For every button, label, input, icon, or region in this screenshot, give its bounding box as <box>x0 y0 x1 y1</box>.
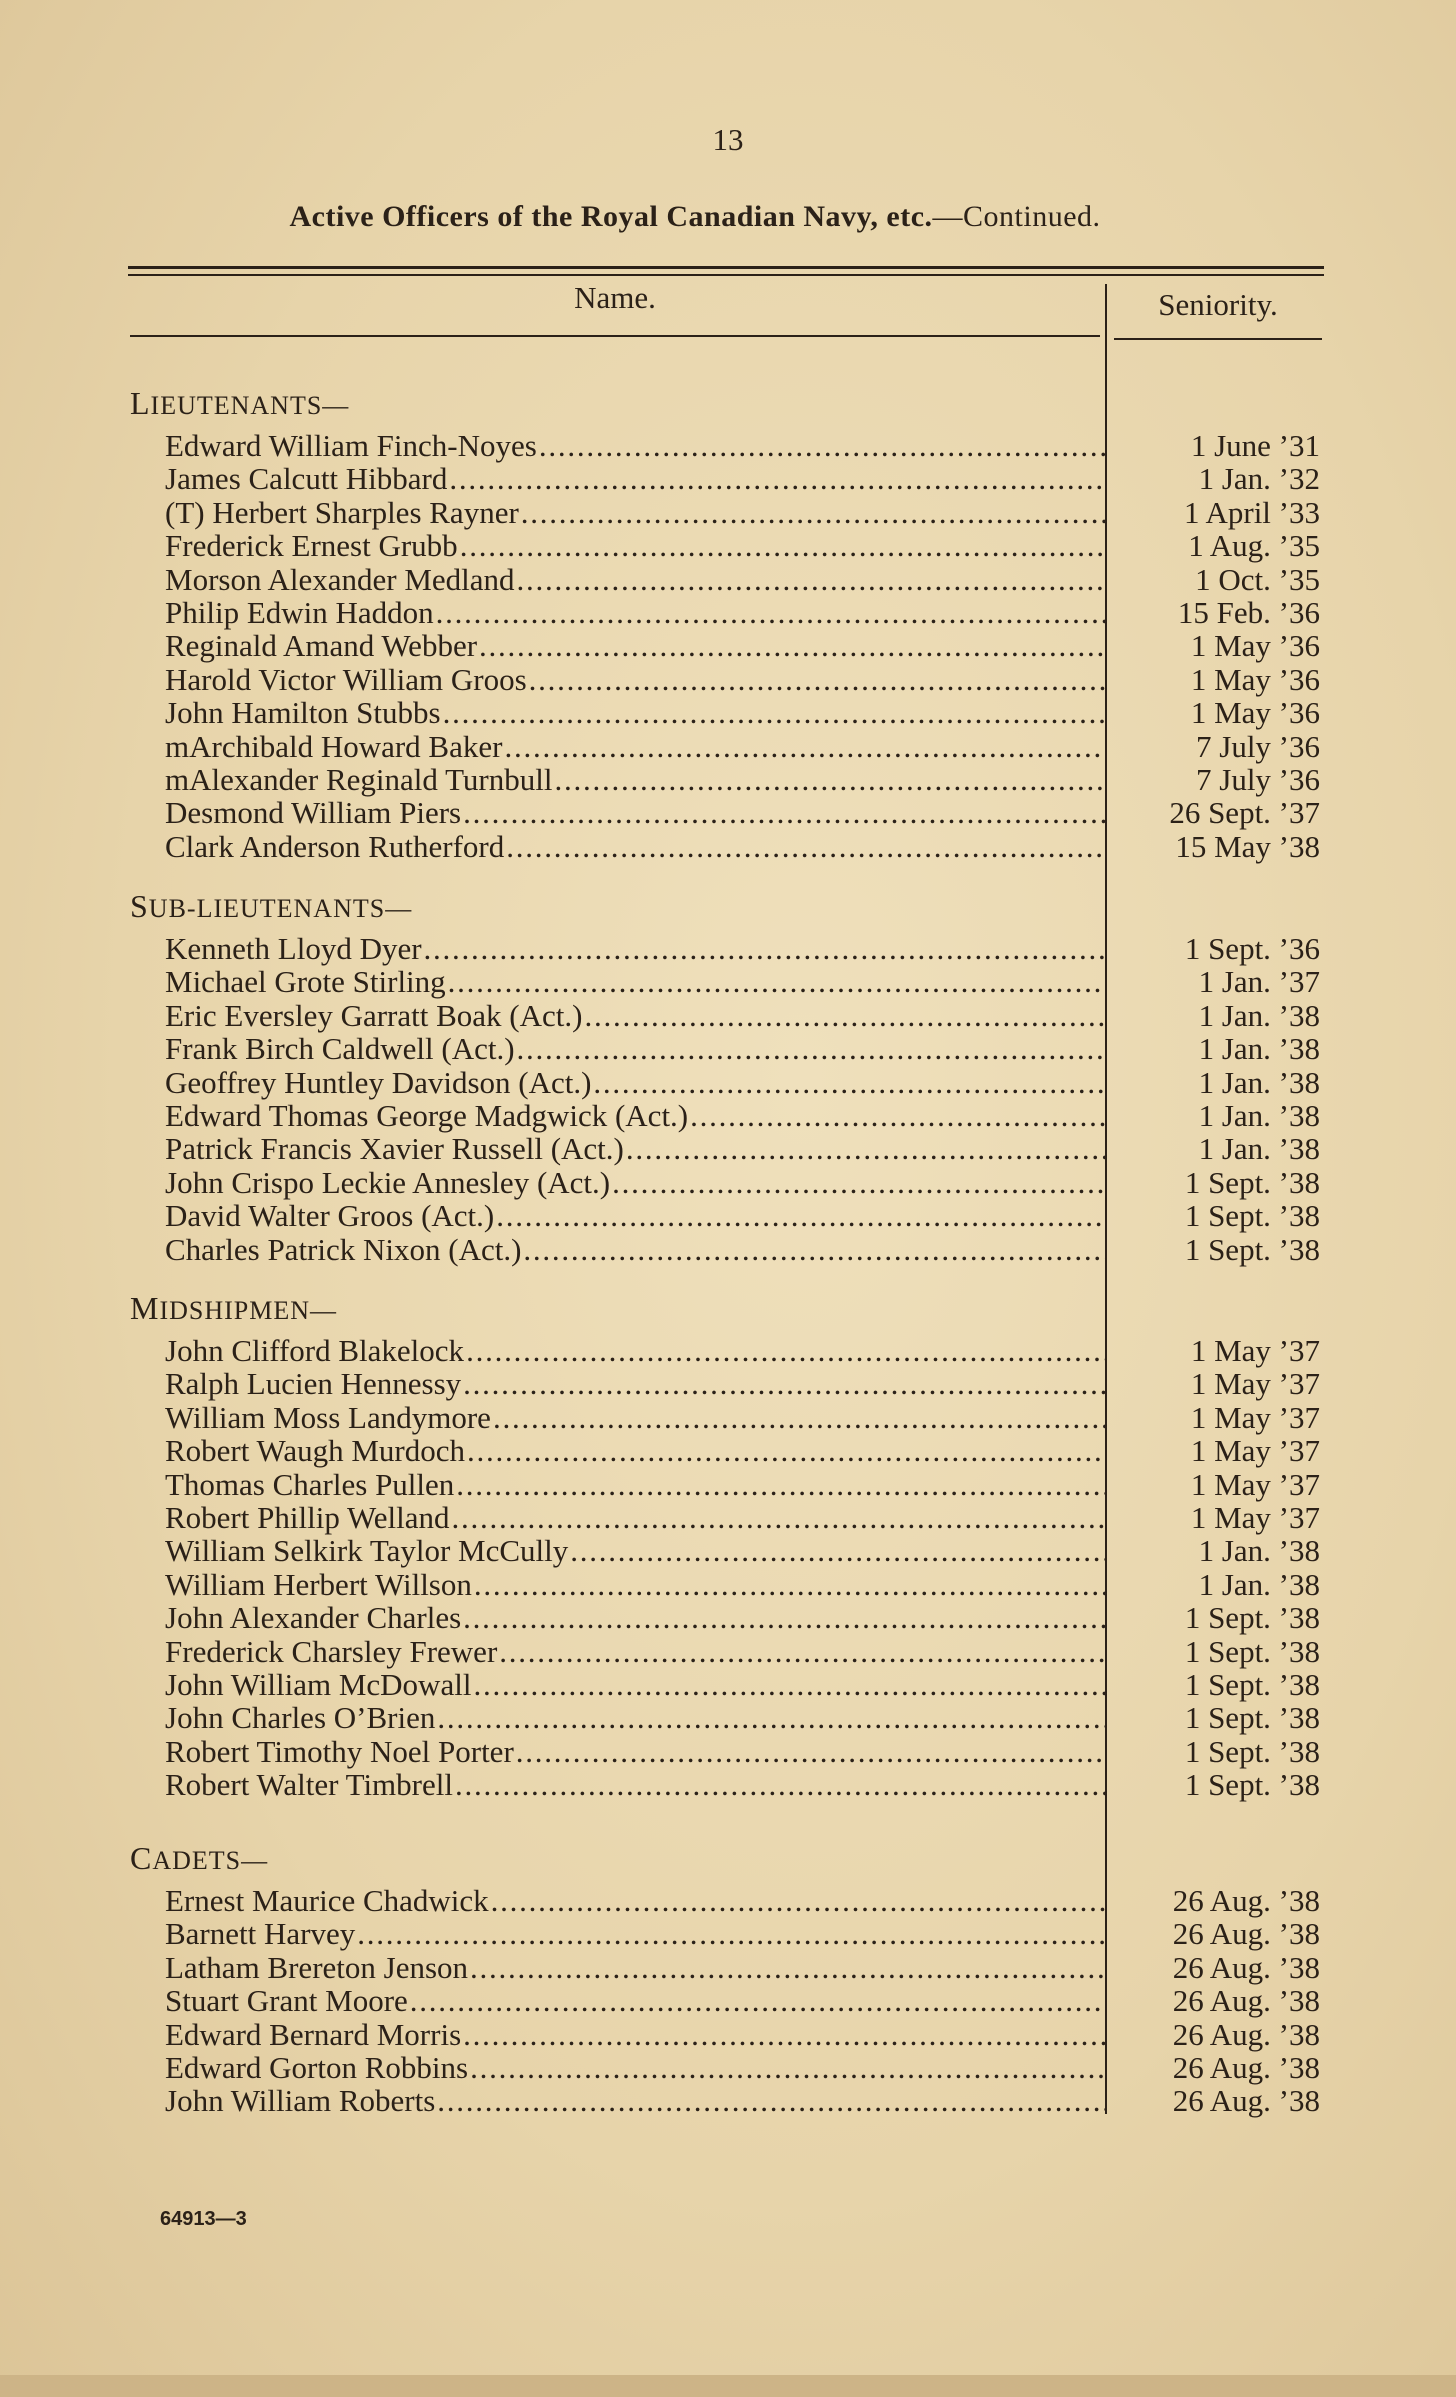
print-reference: 64913—3 <box>160 2208 247 2230</box>
seniority-date: 1 Sept. ’38 <box>1184 1633 1320 1669</box>
list-item <box>165 763 1105 796</box>
list-item <box>165 1701 1105 1734</box>
list-item <box>165 1534 1105 1567</box>
dot-leader <box>496 1199 1105 1232</box>
officer-name: David Walter Groos (Act.) <box>165 1198 495 1234</box>
list-item <box>165 1334 1105 1367</box>
officer-name: Desmond William Piers <box>165 795 462 831</box>
list-item <box>165 1233 1105 1266</box>
dot-leader <box>410 1984 1105 2017</box>
dot-leader <box>499 1635 1105 1668</box>
list-item <box>165 1768 1105 1801</box>
officer-name: Clark Anderson Rutherford <box>165 828 505 864</box>
officer-name: John William McDowall <box>165 1667 472 1702</box>
list-item <box>165 1884 1105 1917</box>
seniority-date: 1 May ’37 <box>1190 1333 1320 1368</box>
dot-leader <box>463 1367 1105 1400</box>
dot-leader <box>529 663 1105 696</box>
header-continued: —Continued. <box>932 200 1101 233</box>
officer-name: Robert Waugh Murdoch <box>165 1433 465 1469</box>
officer-name: William Herbert Willson <box>165 1566 472 1602</box>
list-item <box>165 563 1105 596</box>
seniority-date: 1 Sept. ’38 <box>1184 1164 1320 1200</box>
seniority-date: 1 Sept. ’38 <box>1184 1667 1320 1702</box>
list-item <box>165 1066 1105 1099</box>
officer-name: Latham Brereton Jenson <box>165 1949 469 1985</box>
seniority-date: 1 June ’31 <box>1190 428 1320 463</box>
officer-name: John William Roberts <box>165 2083 436 2119</box>
dot-leader <box>612 1166 1105 1199</box>
seniority-date: 1 Sept. ’38 <box>1184 1600 1320 1636</box>
list-item <box>165 1132 1105 1165</box>
officer-name: Robert Timothy Noel Porter <box>165 1733 514 1769</box>
list-item <box>165 1601 1105 1634</box>
top-rule-thin <box>128 274 1324 276</box>
dot-leader <box>479 629 1105 662</box>
page-header <box>130 200 1260 234</box>
officer-name: Frederick Charsley Frewer <box>165 1633 498 1669</box>
officer-name: Barnett Harvey <box>165 1916 356 1952</box>
list-item <box>165 496 1105 529</box>
page-edge <box>0 2375 1456 2397</box>
list-item <box>165 1917 1105 1950</box>
seniority-date: 1 May ’36 <box>1190 695 1320 731</box>
seniority-date: 7 July ’36 <box>1196 762 1320 797</box>
list-item <box>165 2084 1105 2117</box>
dot-leader <box>460 529 1105 562</box>
officer-name: Stuart Grant Moore <box>165 1983 408 2019</box>
column-header-name: Name. <box>574 280 656 315</box>
dot-leader <box>584 999 1105 1032</box>
seniority-date: 26 Aug. ’38 <box>1172 1883 1320 1918</box>
officer-name: Morson Alexander Medland <box>165 561 515 597</box>
list-item <box>165 1501 1105 1534</box>
seniority-date: 7 July ’36 <box>1196 728 1320 764</box>
section-heading <box>130 385 349 422</box>
dot-leader <box>466 1334 1105 1367</box>
officer-name: John Alexander Charles <box>165 1600 462 1636</box>
dot-leader <box>463 1601 1105 1634</box>
dot-leader <box>626 1132 1105 1165</box>
dot-leader <box>491 1884 1105 1917</box>
seniority-date: 15 Feb. ’36 <box>1177 595 1320 630</box>
dot-leader <box>448 965 1105 998</box>
seniority-date: 1 Jan. ’38 <box>1198 1533 1320 1569</box>
dot-leader <box>554 763 1105 796</box>
seniority-date: 1 May ’37 <box>1190 1466 1320 1502</box>
officer-name: William Selkirk Taylor McCully <box>165 1533 569 1569</box>
list-item <box>165 663 1105 696</box>
dot-leader <box>452 1501 1105 1534</box>
list-item <box>165 2051 1105 2084</box>
officer-name: John Clifford Blakelock <box>165 1333 465 1368</box>
name-header-rule <box>130 335 1100 337</box>
seniority-date: 1 Jan. ’38 <box>1198 1131 1320 1167</box>
officer-name: Frederick Ernest Grubb <box>165 528 458 564</box>
officer-name: Charles Patrick Nixon (Act.) <box>165 1231 522 1267</box>
list-item <box>165 1367 1105 1400</box>
seniority-date: 1 May ’37 <box>1190 1399 1320 1435</box>
seniority-date: 1 Jan. ’38 <box>1198 1566 1320 1602</box>
list-item <box>165 1668 1105 1701</box>
list-item <box>165 1401 1105 1434</box>
officer-name: (T) Herbert Sharples Rayner <box>165 494 519 530</box>
list-item <box>165 2018 1105 2051</box>
officer-name: Frank Birch Caldwell (Act.) <box>165 1031 515 1067</box>
dot-leader <box>506 830 1105 863</box>
list-item <box>165 1199 1105 1232</box>
list-item <box>165 529 1105 562</box>
officer-name: Eric Eversley Garratt Boak (Act.) <box>165 997 583 1033</box>
dot-leader <box>424 932 1105 965</box>
dot-leader <box>474 1568 1105 1601</box>
dot-leader <box>570 1534 1105 1567</box>
column-header-seniority: Seniority. <box>1158 287 1278 322</box>
dot-leader <box>463 2018 1105 2051</box>
list-item <box>165 1032 1105 1065</box>
section-heading-initial: L <box>130 385 151 421</box>
officer-name: Ralph Lucien Hennessy <box>165 1366 462 1402</box>
section-heading-text: IEUTENANTS— <box>150 391 350 420</box>
officer-name: Ernest Maurice Chadwick <box>165 1883 489 1918</box>
seniority-date: 26 Aug. ’38 <box>1172 2083 1320 2119</box>
officer-name: Edward William Finch-Noyes <box>165 428 537 463</box>
seniority-date: 1 Jan. ’32 <box>1198 461 1320 497</box>
section-heading-text: ADETS— <box>152 1846 269 1875</box>
seniority-date: 1 April ’33 <box>1183 494 1320 530</box>
officer-name: Robert Phillip Welland <box>165 1500 450 1535</box>
seniority-date: 1 Sept. ’38 <box>1184 1700 1320 1736</box>
seniority-date: 26 Aug. ’38 <box>1172 2050 1320 2085</box>
officer-name: James Calcutt Hibbard <box>165 461 448 497</box>
list-item <box>165 965 1105 998</box>
list-item <box>165 1166 1105 1199</box>
officer-name: John Hamilton Stubbs <box>165 695 441 731</box>
list-item <box>165 1951 1105 1984</box>
dot-leader <box>517 563 1105 596</box>
seniority-date: 1 May ’36 <box>1190 628 1320 664</box>
dot-leader <box>690 1099 1105 1132</box>
dot-leader <box>470 1951 1105 1984</box>
officer-name: Edward Gorton Robbins <box>165 2050 469 2085</box>
seniority-date: 1 May ’37 <box>1190 1366 1320 1402</box>
seniority-date: 26 Aug. ’38 <box>1172 2016 1320 2052</box>
header-title: Active Officers of the Royal Canadian Navy, etc. <box>289 200 933 233</box>
seniority-date: 1 Jan. ’37 <box>1198 964 1320 1000</box>
list-item <box>165 1468 1105 1501</box>
list-item <box>165 696 1105 729</box>
list-item <box>165 1984 1105 2017</box>
dot-leader <box>436 596 1105 629</box>
dot-leader <box>437 2084 1105 2117</box>
officer-name: John Charles O’Brien <box>165 1700 436 1736</box>
dot-leader <box>456 1468 1105 1501</box>
section-heading-initial: M <box>130 1290 160 1326</box>
officer-name: Edward Thomas George Madgwick (Act.) <box>165 1098 689 1133</box>
page-number: 13 <box>712 122 744 157</box>
officer-name: mAlexander Reginald Turnbull <box>165 762 553 797</box>
dot-leader <box>517 1032 1105 1065</box>
list-item <box>165 1735 1105 1768</box>
top-rule-thick <box>128 266 1324 269</box>
seniority-date: 26 Aug. ’38 <box>1172 1916 1320 1952</box>
list-item <box>165 596 1105 629</box>
list-item <box>165 1099 1105 1132</box>
dot-leader <box>539 429 1105 462</box>
list-item <box>165 730 1105 763</box>
seniority-date: 1 Sept. ’38 <box>1184 1767 1320 1803</box>
section-heading <box>130 888 412 925</box>
section-heading-text: UB-LIEUTENANTS— <box>148 894 413 923</box>
seniority-date: 1 Sept. ’38 <box>1184 1198 1320 1234</box>
section-heading-initial: S <box>130 888 149 924</box>
seniority-date: 1 Jan. ’38 <box>1198 997 1320 1033</box>
section-heading-initial: C <box>130 1840 153 1876</box>
list-item <box>165 796 1105 829</box>
seniority-date: 15 May ’38 <box>1175 828 1320 864</box>
list-item <box>165 1635 1105 1668</box>
list-item <box>165 629 1105 662</box>
seniority-date: 1 Jan. ’38 <box>1198 1064 1320 1100</box>
officer-name: Geoffrey Huntley Davidson (Act.) <box>165 1064 592 1100</box>
list-item <box>165 429 1105 462</box>
dot-leader <box>463 796 1105 829</box>
dot-leader <box>523 1233 1105 1266</box>
seniority-date: 1 Sept. ’38 <box>1184 1733 1320 1769</box>
dot-leader <box>467 1434 1105 1467</box>
list-item <box>165 462 1105 495</box>
dot-leader <box>593 1066 1105 1099</box>
dot-leader <box>504 730 1105 763</box>
section-heading-text: IDSHIPMEN— <box>159 1296 338 1325</box>
list-item <box>165 830 1105 863</box>
officer-name: Patrick Francis Xavier Russell (Act.) <box>165 1131 624 1167</box>
seniority-date: 1 Oct. ’35 <box>1195 561 1320 597</box>
dot-leader <box>455 1768 1105 1801</box>
seniority-date: 26 Aug. ’38 <box>1172 1949 1320 1985</box>
officer-name: Kenneth Lloyd Dyer <box>165 931 422 966</box>
officer-name: Robert Walter Timbrell <box>165 1767 453 1803</box>
dot-leader <box>473 1668 1105 1701</box>
dot-leader <box>521 496 1105 529</box>
officer-name: Harold Victor William Groos <box>165 661 527 697</box>
dot-leader <box>357 1917 1105 1950</box>
seniority-date: 1 May ’37 <box>1190 1500 1320 1535</box>
seniority-date: 26 Aug. ’38 <box>1172 1983 1320 2019</box>
dot-leader <box>449 462 1105 495</box>
list-item <box>165 932 1105 965</box>
column-divider <box>1105 284 1107 2114</box>
officer-name: William Moss Landymore <box>165 1399 491 1435</box>
list-item <box>165 1434 1105 1467</box>
seniority-date: 1 May ’37 <box>1190 1433 1320 1469</box>
seniority-date: 1 May ’36 <box>1190 661 1320 697</box>
dot-leader <box>443 696 1105 729</box>
officer-name: Reginald Amand Webber <box>165 628 478 664</box>
seniority-date: 1 Sept. ’38 <box>1184 1231 1320 1267</box>
section-heading <box>130 1840 268 1877</box>
seniority-date: 1 Sept. ’36 <box>1184 931 1320 966</box>
officer-name: John Crispo Leckie Annesley (Act.) <box>165 1164 611 1200</box>
list-item <box>165 999 1105 1032</box>
seniority-date: 1 Jan. ’38 <box>1198 1031 1320 1067</box>
officer-name: Philip Edwin Haddon <box>165 595 434 630</box>
officer-name: Edward Bernard Morris <box>165 2016 462 2052</box>
officer-name: Thomas Charles Pullen <box>165 1466 455 1502</box>
seniority-date: 1 Jan. ’38 <box>1198 1098 1320 1133</box>
dot-leader <box>437 1701 1105 1734</box>
section-heading <box>130 1290 337 1327</box>
dot-leader <box>516 1735 1105 1768</box>
seniority-date: 1 Aug. ’35 <box>1188 528 1320 564</box>
officer-name: mArchibald Howard Baker <box>165 728 503 764</box>
officer-name: Michael Grote Stirling <box>165 964 446 1000</box>
dot-leader <box>470 2051 1105 2084</box>
seniority-header-rule <box>1114 338 1322 340</box>
dot-leader <box>493 1401 1105 1434</box>
seniority-date: 26 Sept. ’37 <box>1169 795 1320 831</box>
list-item <box>165 1568 1105 1601</box>
